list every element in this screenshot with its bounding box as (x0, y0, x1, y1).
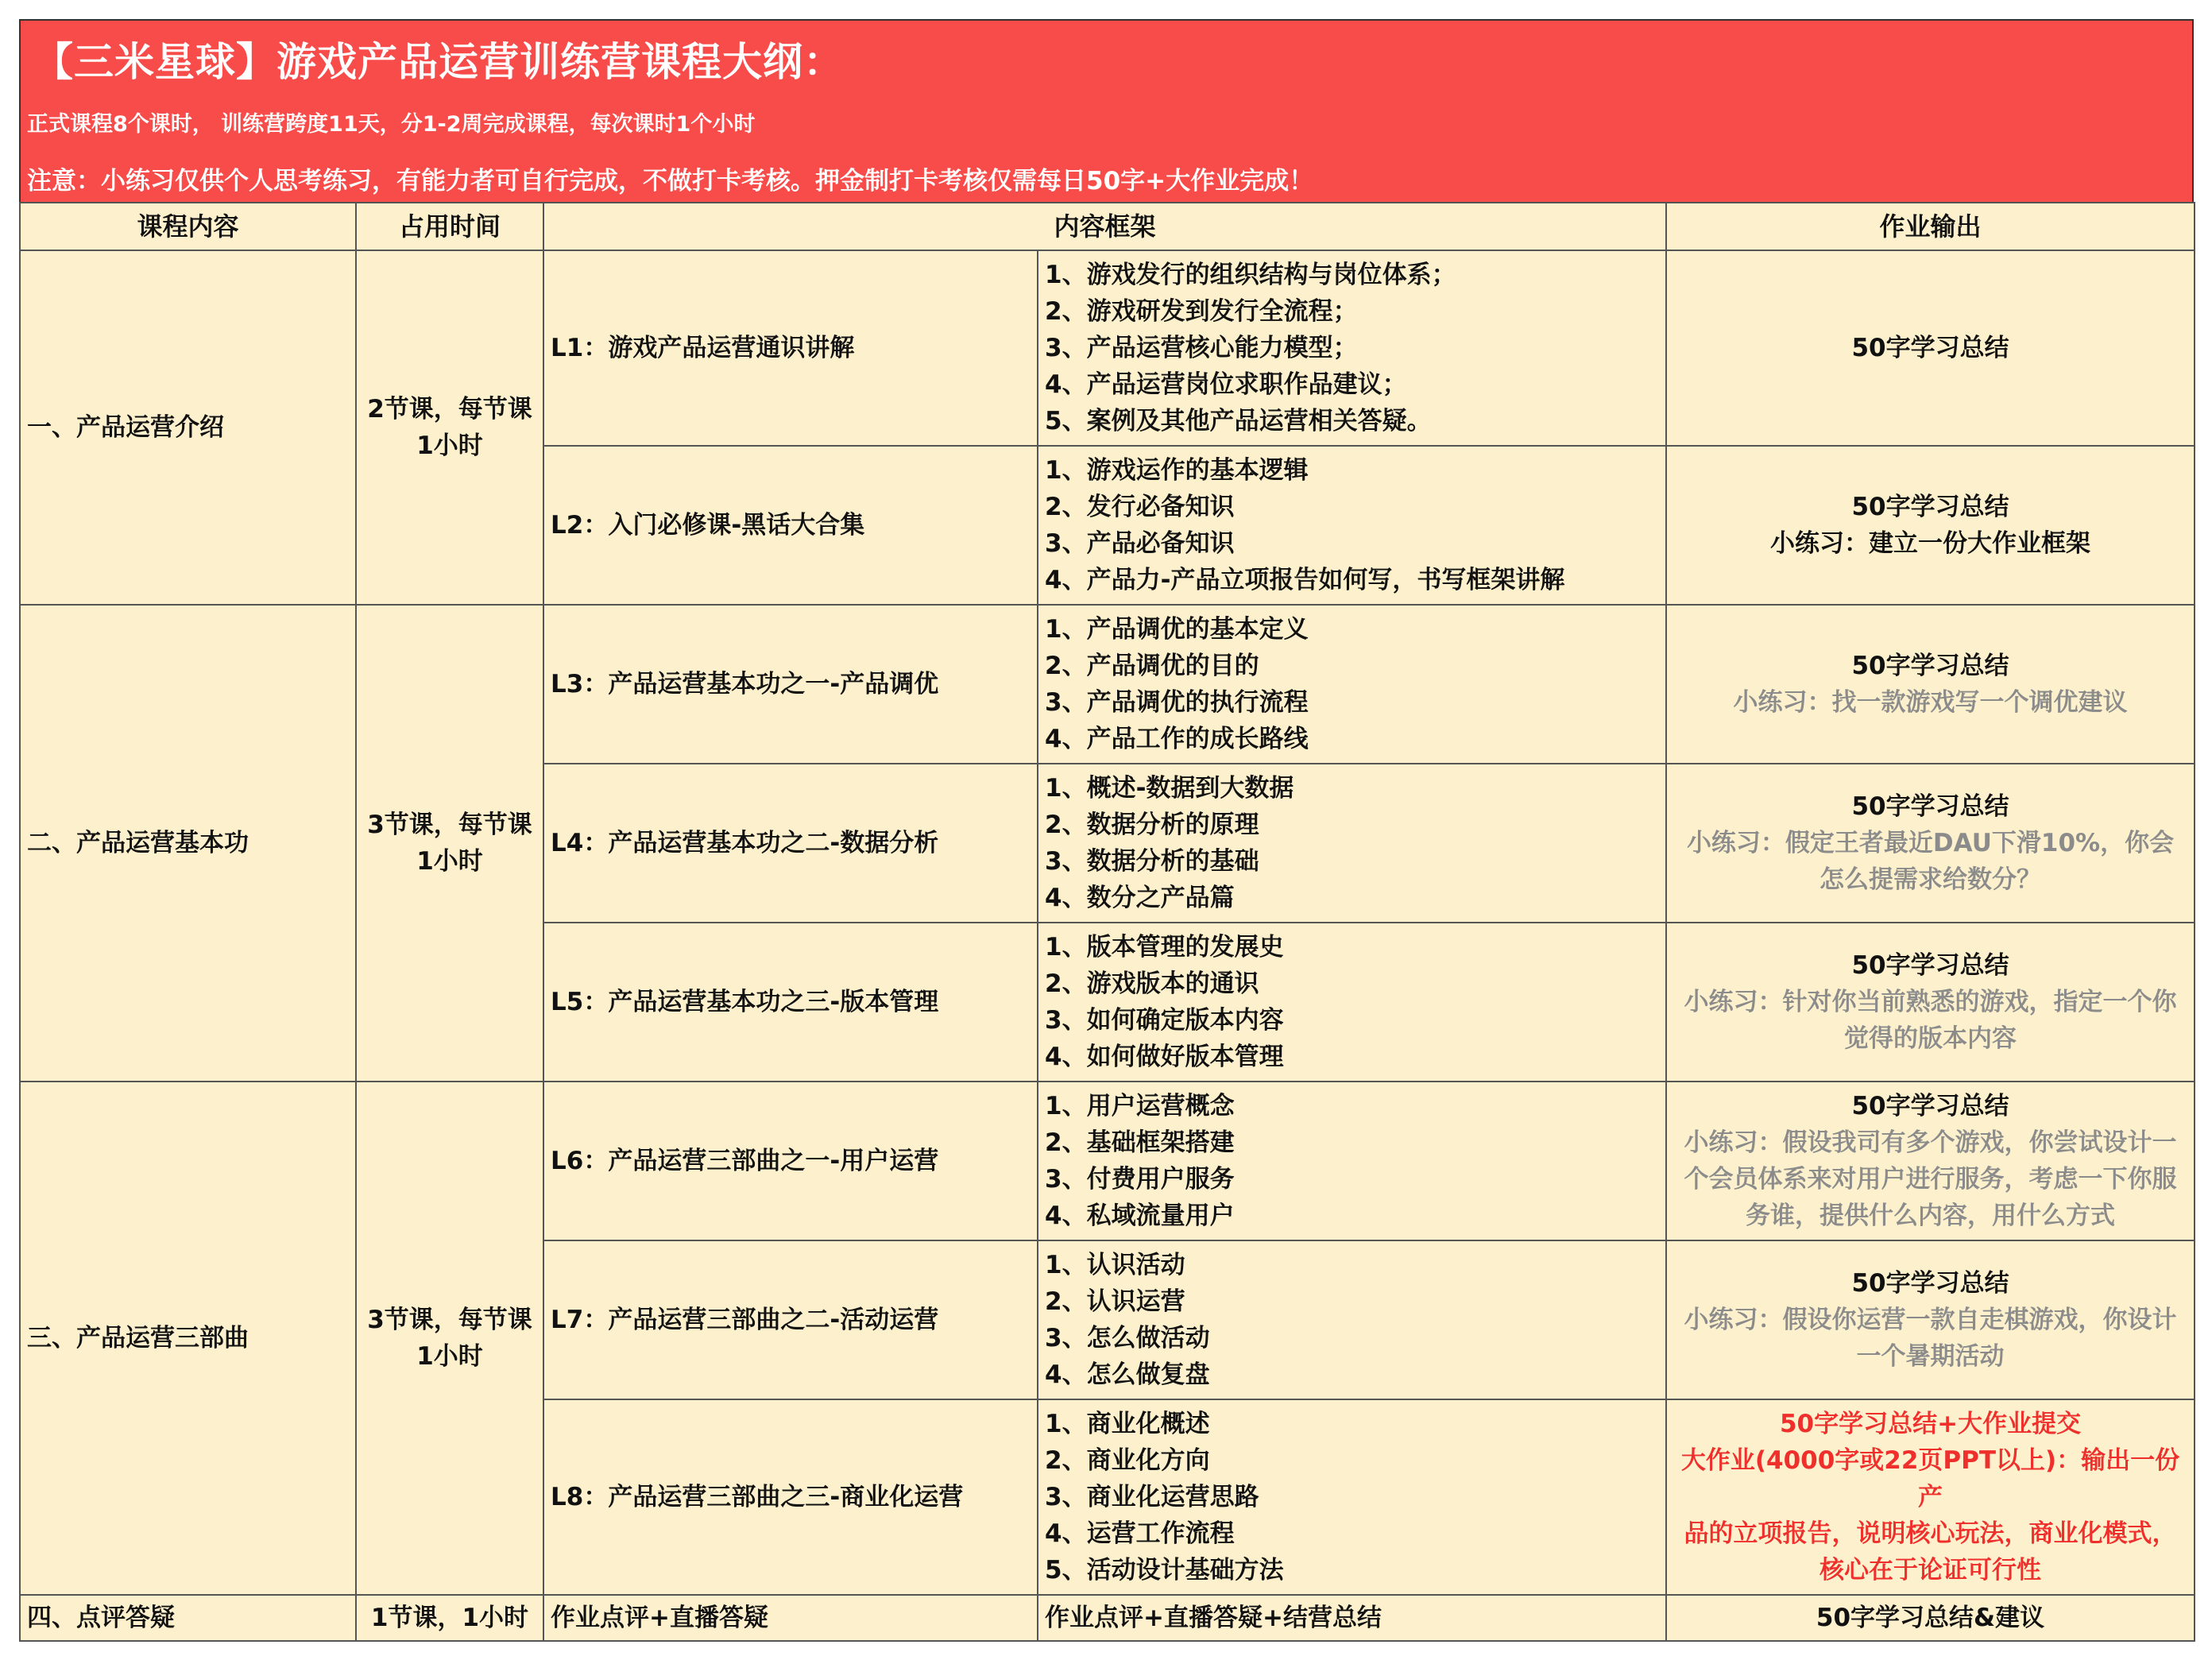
exercise-item: 觉得的版本内容 (1844, 1024, 2017, 1053)
lesson-point: 5、活动设计基础方法 (1045, 1556, 1284, 1585)
lesson-output (1666, 250, 2195, 446)
lesson-title: L4：产品运营基本功之二-数据分析 (543, 764, 1038, 923)
lesson-point: 作业点评+直播答疑+结营总结 (1045, 1604, 1382, 1632)
lesson-points (1038, 1399, 1666, 1595)
exercise-item: 怎么提需求给数分？ (1819, 865, 2042, 894)
exercise-item: 务谁，提供什么内容，用什么方式 (1746, 1202, 2116, 1230)
lesson-point: 4、数分之产品篇 (1045, 884, 1235, 912)
lesson-point: 3、怎么做活动 (1045, 1324, 1210, 1352)
output-item: 50字学习总结&建议 (1816, 1604, 2045, 1632)
section-time: 1节课，1小时 (356, 1595, 543, 1641)
output-item: 50字学习总结 (1851, 1092, 2009, 1120)
column-header-time: 占用时间 (356, 203, 543, 250)
lesson-points (1038, 923, 1666, 1082)
outline-header (19, 19, 2194, 202)
lesson-output (1666, 923, 2195, 1082)
lesson-title: L6：产品运营三部曲之一-用户运营 (543, 1082, 1038, 1240)
lesson-output (1666, 764, 2195, 923)
lesson-point: 2、数据分析的原理 (1045, 811, 1259, 839)
lesson-point: 2、游戏研发到发行全流程； (1045, 297, 1358, 326)
course-outline-sheet (19, 19, 2194, 1642)
exercise-item: 一个暑期活动 (1856, 1342, 2005, 1371)
section-name: 二、产品运营基本功 (20, 605, 356, 1082)
lesson-point: 3、如何确定版本内容 (1045, 1006, 1284, 1035)
lesson-point: 1、概述-数据到大数据 (1045, 774, 1294, 803)
output-item: 小练习：建立一份大作业框架 (1770, 529, 2091, 558)
lesson-point: 1、产品调优的基本定义 (1045, 615, 1309, 644)
lesson-title: L2：入门必修课-黑话大合集 (543, 446, 1038, 605)
lesson-point: 4、如何做好版本管理 (1045, 1043, 1284, 1071)
output-item: 50字学习总结 (1851, 1269, 2009, 1298)
lesson-output (1666, 446, 2195, 605)
lesson-points (1038, 764, 1666, 923)
lesson-point: 3、商业化运营思路 (1045, 1483, 1259, 1511)
lesson-title: L3：产品运营基本功之一-产品调优 (543, 605, 1038, 764)
lesson-title: 作业点评+直播答疑 (543, 1595, 1038, 1641)
exercise-item: 大作业(4000字或22页PPT以上)：输出一份产 (1680, 1446, 2180, 1511)
table-row (20, 1082, 2195, 1240)
lesson-point: 3、付费用户服务 (1045, 1165, 1235, 1194)
lesson-point: 2、基础框架搭建 (1045, 1128, 1235, 1157)
lesson-point: 2、发行必备知识 (1045, 493, 1235, 521)
output-item: 50字学习总结 (1851, 792, 2009, 821)
column-header-framework: 内容框架 (543, 203, 1666, 250)
lesson-output (1666, 1399, 2195, 1595)
exercise-item: 个会员体系来对用户进行服务，考虑一下你服 (1684, 1165, 2177, 1194)
lesson-point: 4、怎么做复盘 (1045, 1360, 1210, 1389)
exercise-item: 50字学习总结+大作业提交 (1779, 1410, 2082, 1438)
exercise-item: 小练习：针对你当前熟悉的游戏，指定一个你 (1684, 988, 2177, 1016)
outline-table (19, 202, 2195, 1642)
exercise-item: 小练习：找一款游戏写一个调优建议 (1733, 688, 2128, 717)
lesson-output (1666, 1595, 2195, 1641)
course-notice: 注意：小练习仅供个人思考练习，有能力者可自行完成，不做打卡考核。押金制打卡考核仅需每日50字+大作业完成！ (27, 167, 1314, 195)
lesson-output (1666, 1082, 2195, 1240)
output-item: 50字学习总结 (1851, 652, 2009, 680)
course-summary: 正式课程8个课时， 训练营跨度11天，分1-2周完成课程，每次课时1个小时 (27, 112, 756, 137)
column-header-content: 课程内容 (20, 203, 356, 250)
outline-title: 【三米星球】游戏产品运营训练营课程大纲： (33, 39, 844, 85)
lesson-points (1038, 1595, 1666, 1641)
lesson-output (1666, 1240, 2195, 1399)
lesson-point: 3、产品调优的执行流程 (1045, 688, 1309, 717)
section-name: 一、产品运营介绍 (20, 250, 356, 605)
lesson-point: 1、商业化概述 (1045, 1410, 1210, 1438)
lesson-point: 4、产品力-产品立项报告如何写，书写框架讲解 (1045, 566, 1565, 594)
lesson-point: 2、商业化方向 (1045, 1446, 1210, 1475)
output-item: 50字学习总结 (1851, 951, 2009, 980)
lesson-points (1038, 1240, 1666, 1399)
exercise-item: 小练习：假设我司有多个游戏，你尝试设计一 (1684, 1128, 2177, 1157)
lesson-point: 1、用户运营概念 (1045, 1092, 1235, 1120)
lesson-point: 1、版本管理的发展史 (1045, 933, 1284, 962)
lesson-point: 2、游戏版本的通识 (1045, 969, 1259, 998)
exercise-item: 品的立项报告，说明核心玩法，商业化模式， (1684, 1519, 2177, 1548)
lesson-points (1038, 446, 1666, 605)
section-time: 2节课，每节课 1小时 (356, 250, 543, 605)
lesson-title: L5：产品运营基本功之三-版本管理 (543, 923, 1038, 1082)
output-item: 50字学习总结 (1851, 493, 2009, 521)
output-item: 50字学习总结 (1851, 334, 2009, 362)
lesson-point: 4、运营工作流程 (1045, 1519, 1235, 1548)
lesson-point: 3、产品运营核心能力模型； (1045, 334, 1358, 362)
table-row (20, 1595, 2195, 1641)
lesson-points (1038, 250, 1666, 446)
lesson-points (1038, 605, 1666, 764)
lesson-point: 3、产品必备知识 (1045, 529, 1235, 558)
lesson-title: L1：游戏产品运营通识讲解 (543, 250, 1038, 446)
exercise-item: 小练习：假定王者最近DAU下滑10%，你会 (1686, 829, 2175, 857)
lesson-title: L8：产品运营三部曲之三-商业化运营 (543, 1399, 1038, 1595)
section-time: 3节课，每节课 1小时 (356, 605, 543, 1082)
lesson-point: 4、产品运营岗位求职作品建议； (1045, 370, 1407, 399)
lesson-point: 4、产品工作的成长路线 (1045, 725, 1309, 753)
lesson-point: 2、认识运营 (1045, 1287, 1185, 1316)
lesson-point: 4、私域流量用户 (1045, 1202, 1235, 1230)
section-name: 三、产品运营三部曲 (20, 1082, 356, 1595)
lesson-point: 5、案例及其他产品运营相关答疑。 (1045, 407, 1432, 435)
lesson-point: 2、产品调优的目的 (1045, 652, 1259, 680)
section-name: 四、点评答疑 (20, 1595, 356, 1641)
table-row (20, 250, 2195, 446)
lesson-point: 1、认识活动 (1045, 1251, 1185, 1279)
lesson-title: L7：产品运营三部曲之二-活动运营 (543, 1240, 1038, 1399)
table-row (20, 605, 2195, 764)
column-header-output: 作业输出 (1666, 203, 2195, 250)
lesson-points (1038, 1082, 1666, 1240)
lesson-point: 3、数据分析的基础 (1045, 847, 1259, 876)
exercise-item: 小练习：假设你运营一款自走棋游戏，你设计 (1684, 1306, 2177, 1334)
lesson-output (1666, 605, 2195, 764)
section-time: 3节课，每节课 1小时 (356, 1082, 543, 1595)
lesson-point: 1、游戏发行的组织结构与岗位体系； (1045, 261, 1456, 289)
lesson-point: 1、游戏运作的基本逻辑 (1045, 456, 1309, 485)
table-header-row (20, 203, 2195, 250)
exercise-item: 核心在于论证可行性 (1819, 1556, 2042, 1585)
